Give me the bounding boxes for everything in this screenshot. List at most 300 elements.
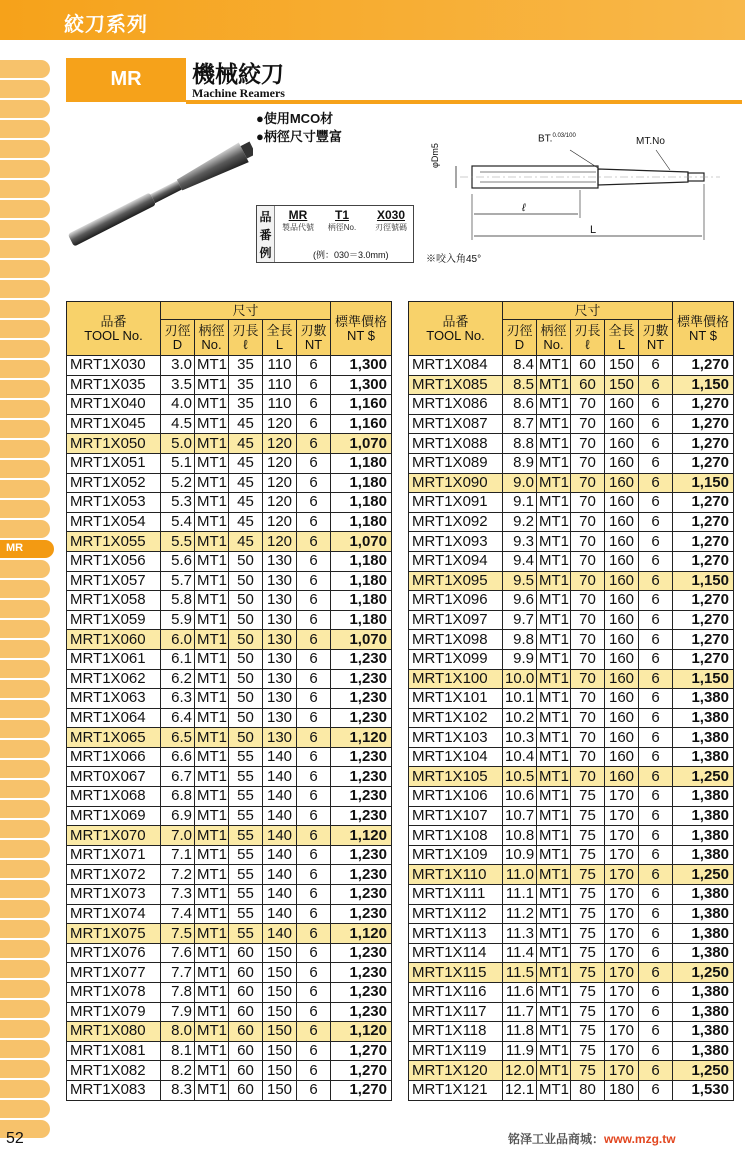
flute-length-cell: 55 bbox=[229, 845, 263, 865]
side-tab[interactable] bbox=[0, 340, 50, 358]
shank-cell: MT1 bbox=[537, 943, 571, 963]
shank-cell: MT1 bbox=[195, 943, 229, 963]
side-tab[interactable] bbox=[0, 780, 50, 798]
side-tab[interactable] bbox=[0, 600, 50, 618]
total-length-cell: 160 bbox=[605, 689, 639, 709]
flute-length-cell: 55 bbox=[229, 904, 263, 924]
shank-cell: MT1 bbox=[195, 983, 229, 1003]
diameter-cell: 5.7 bbox=[161, 571, 195, 591]
flute-length-cell: 70 bbox=[571, 669, 605, 689]
flute-length-cell: 70 bbox=[571, 630, 605, 650]
table-row bbox=[409, 885, 734, 905]
flutes-cell: 6 bbox=[639, 747, 673, 767]
table-row bbox=[67, 747, 392, 767]
side-tab[interactable] bbox=[0, 700, 50, 718]
side-tab[interactable] bbox=[0, 1100, 50, 1118]
flutes-cell: 6 bbox=[297, 1002, 331, 1022]
part-code-example bbox=[256, 205, 414, 263]
tool-no-cell: MRT1X077 bbox=[67, 963, 161, 983]
diameter-cell: 9.9 bbox=[503, 649, 537, 669]
price-cell: 1,230 bbox=[331, 1002, 392, 1022]
table-row bbox=[67, 806, 392, 826]
tool-no-cell: MRT1X096 bbox=[409, 591, 503, 611]
total-length-cell: 160 bbox=[605, 395, 639, 415]
tool-no-cell: MRT1X055 bbox=[67, 532, 161, 552]
diameter-cell: 11.3 bbox=[503, 924, 537, 944]
tool-no-cell: MRT1X099 bbox=[409, 649, 503, 669]
flute-length-cell: 70 bbox=[571, 728, 605, 748]
table-row bbox=[409, 1061, 734, 1081]
tool-no-cell: MRT1X063 bbox=[67, 689, 161, 709]
side-tab[interactable] bbox=[0, 160, 50, 178]
flutes-cell: 6 bbox=[297, 493, 331, 513]
price-cell: 1,380 bbox=[673, 983, 734, 1003]
total-length-cell: 180 bbox=[605, 1080, 639, 1100]
shank-cell: MT1 bbox=[537, 1080, 571, 1100]
diameter-cell: 4.5 bbox=[161, 414, 195, 434]
flute-length-cell: 50 bbox=[229, 630, 263, 650]
side-tab[interactable] bbox=[0, 980, 50, 998]
side-tab[interactable] bbox=[0, 320, 50, 338]
side-tab[interactable] bbox=[0, 400, 50, 418]
side-tab[interactable] bbox=[0, 580, 50, 598]
side-tab[interactable] bbox=[0, 420, 50, 438]
flutes-cell: 6 bbox=[639, 610, 673, 630]
side-tab-mr[interactable] bbox=[0, 540, 54, 558]
flute-length-cell: 75 bbox=[571, 1041, 605, 1061]
price-cell: 1,180 bbox=[331, 551, 392, 571]
flute-length-cell: 80 bbox=[571, 1080, 605, 1100]
side-tab-label: MR bbox=[6, 542, 24, 554]
side-tab[interactable] bbox=[0, 220, 50, 238]
flute-length-cell: 60 bbox=[229, 983, 263, 1003]
side-tab[interactable] bbox=[0, 740, 50, 758]
tool-no-cell: MRT1X065 bbox=[67, 728, 161, 748]
table-row bbox=[409, 669, 734, 689]
side-tab[interactable] bbox=[0, 860, 50, 878]
flutes-cell: 6 bbox=[639, 669, 673, 689]
shank-cell: MT1 bbox=[195, 649, 229, 669]
diameter-cell: 10.0 bbox=[503, 669, 537, 689]
price-cell: 1,270 bbox=[673, 434, 734, 454]
total-length-cell: 170 bbox=[605, 1002, 639, 1022]
total-length-cell: 120 bbox=[263, 493, 297, 513]
shank-cell: MT1 bbox=[537, 434, 571, 454]
total-length-cell: 170 bbox=[605, 865, 639, 885]
diameter-cell: 7.5 bbox=[161, 924, 195, 944]
tool-no-cell: MRT1X076 bbox=[67, 943, 161, 963]
tool-no-cell: MRT1X074 bbox=[67, 904, 161, 924]
diameter-cell: 5.1 bbox=[161, 453, 195, 473]
price-cell: 1,270 bbox=[673, 414, 734, 434]
tool-no-cell: MRT1X115 bbox=[409, 963, 503, 983]
table-row bbox=[409, 473, 734, 493]
side-tab[interactable] bbox=[0, 1080, 50, 1098]
tool-no-cell: MRT1X051 bbox=[67, 453, 161, 473]
shank-cell: MT1 bbox=[195, 787, 229, 807]
flute-length-cell: 60 bbox=[229, 1041, 263, 1061]
price-cell: 1,230 bbox=[331, 885, 392, 905]
tool-no-cell: MRT1X053 bbox=[67, 493, 161, 513]
footer: 铭泽工业品商城：www.mzg.tw bbox=[508, 1132, 676, 1146]
flutes-cell: 6 bbox=[639, 1022, 673, 1042]
product-code-badge bbox=[66, 58, 186, 102]
price-cell: 1,300 bbox=[331, 356, 392, 376]
side-tab[interactable] bbox=[0, 840, 50, 858]
table-row bbox=[67, 453, 392, 473]
total-length-cell: 160 bbox=[605, 669, 639, 689]
total-length-cell: 160 bbox=[605, 434, 639, 454]
tool-no-cell: MRT1X114 bbox=[409, 943, 503, 963]
table-row bbox=[409, 453, 734, 473]
side-tab[interactable] bbox=[0, 960, 50, 978]
shank-cell: MT1 bbox=[537, 708, 571, 728]
side-tab[interactable] bbox=[0, 460, 50, 478]
total-length-cell: 130 bbox=[263, 728, 297, 748]
diameter-cell: 6.9 bbox=[161, 806, 195, 826]
side-tab[interactable] bbox=[0, 300, 50, 318]
flutes-cell: 6 bbox=[297, 551, 331, 571]
table-row bbox=[409, 826, 734, 846]
price-cell: 1,120 bbox=[331, 728, 392, 748]
price-cell: 1,270 bbox=[331, 1041, 392, 1061]
flutes-cell: 6 bbox=[297, 689, 331, 709]
shank-cell: MT1 bbox=[537, 610, 571, 630]
diameter-cell: 4.0 bbox=[161, 395, 195, 415]
side-tab[interactable] bbox=[0, 1000, 50, 1018]
side-tab[interactable] bbox=[0, 1020, 50, 1038]
flutes-cell: 6 bbox=[297, 453, 331, 473]
side-tab[interactable] bbox=[0, 280, 50, 298]
total-length-cell: 160 bbox=[605, 453, 639, 473]
price-cell: 1,380 bbox=[673, 885, 734, 905]
shank-cell: MT1 bbox=[195, 473, 229, 493]
diameter-cell: 7.8 bbox=[161, 983, 195, 1003]
diameter-cell: 7.7 bbox=[161, 963, 195, 983]
side-tab[interactable] bbox=[0, 800, 50, 818]
diameter-cell: 6.5 bbox=[161, 728, 195, 748]
tool-no-cell: MRT1X052 bbox=[67, 473, 161, 493]
price-cell: 1,380 bbox=[673, 747, 734, 767]
shank-cell: MT1 bbox=[195, 1041, 229, 1061]
flute-length-cell: 70 bbox=[571, 473, 605, 493]
flute-length-cell: 35 bbox=[229, 356, 263, 376]
shank-cell: MT1 bbox=[537, 747, 571, 767]
side-tab[interactable] bbox=[0, 120, 50, 138]
shank-cell: MT1 bbox=[195, 865, 229, 885]
table-row bbox=[409, 591, 734, 611]
tool-no-cell: MRT1X103 bbox=[409, 728, 503, 748]
diameter-cell: 12.0 bbox=[503, 1061, 537, 1081]
tool-no-cell: MRT1X068 bbox=[67, 787, 161, 807]
total-length-cell: 160 bbox=[605, 512, 639, 532]
tool-no-cell: MRT1X095 bbox=[409, 571, 503, 591]
code-note: (例：030＝3.0mm) bbox=[313, 250, 389, 260]
shank-cell: MT1 bbox=[195, 1061, 229, 1081]
total-length-cell: 130 bbox=[263, 630, 297, 650]
diameter-cell: 11.0 bbox=[503, 865, 537, 885]
diameter-cell: 5.9 bbox=[161, 610, 195, 630]
shank-cell: MT1 bbox=[195, 610, 229, 630]
flute-length-cell: 75 bbox=[571, 1022, 605, 1042]
flutes-cell: 6 bbox=[297, 591, 331, 611]
flute-length-cell: 70 bbox=[571, 434, 605, 454]
table-row bbox=[67, 473, 392, 493]
side-tab[interactable] bbox=[0, 940, 50, 958]
tool-no-cell: MRT1X113 bbox=[409, 924, 503, 944]
col-d: 刃徑 D bbox=[161, 320, 195, 356]
flutes-cell: 6 bbox=[297, 806, 331, 826]
diameter-cell: 6.8 bbox=[161, 787, 195, 807]
side-tab[interactable] bbox=[0, 640, 50, 658]
side-tab[interactable] bbox=[0, 380, 50, 398]
flute-length-cell: 60 bbox=[229, 1080, 263, 1100]
price-cell: 1,230 bbox=[331, 767, 392, 787]
flute-length-cell: 55 bbox=[229, 747, 263, 767]
diameter-cell: 8.2 bbox=[161, 1061, 195, 1081]
tool-no-cell: MRT1X100 bbox=[409, 669, 503, 689]
side-tab[interactable] bbox=[0, 1060, 50, 1078]
flute-length-cell: 75 bbox=[571, 885, 605, 905]
side-tab[interactable] bbox=[0, 880, 50, 898]
shank-cell: MT1 bbox=[537, 767, 571, 787]
flutes-cell: 6 bbox=[297, 983, 331, 1003]
tool-no-cell: MRT1X054 bbox=[67, 512, 161, 532]
side-tab[interactable] bbox=[0, 560, 50, 578]
flutes-cell: 6 bbox=[297, 924, 331, 944]
side-tab[interactable] bbox=[0, 180, 50, 198]
flute-length-cell: 35 bbox=[229, 395, 263, 415]
tool-no-cell: MRT1X035 bbox=[67, 375, 161, 395]
price-cell: 1,380 bbox=[673, 728, 734, 748]
price-cell: 1,150 bbox=[673, 473, 734, 493]
footer-url: www.mzg.tw bbox=[604, 1132, 676, 1146]
diagram-l-label: ℓ bbox=[522, 202, 526, 214]
price-cell: 1,250 bbox=[673, 767, 734, 787]
tool-no-cell: MRT1X109 bbox=[409, 845, 503, 865]
price-cell: 1,230 bbox=[331, 649, 392, 669]
table-row bbox=[409, 924, 734, 944]
price-cell: 1,380 bbox=[673, 1002, 734, 1022]
tool-no-cell: MRT1X104 bbox=[409, 747, 503, 767]
side-tab[interactable] bbox=[0, 680, 50, 698]
shank-cell: MT1 bbox=[537, 1061, 571, 1081]
total-length-cell: 140 bbox=[263, 806, 297, 826]
side-tab[interactable] bbox=[0, 760, 50, 778]
price-cell: 1,250 bbox=[673, 865, 734, 885]
diameter-cell: 7.0 bbox=[161, 826, 195, 846]
total-length-cell: 160 bbox=[605, 610, 639, 630]
price-cell: 1,250 bbox=[673, 963, 734, 983]
flute-length-cell: 60 bbox=[229, 963, 263, 983]
side-tab[interactable] bbox=[0, 900, 50, 918]
diameter-cell: 11.6 bbox=[503, 983, 537, 1003]
flutes-cell: 6 bbox=[639, 571, 673, 591]
top-banner bbox=[0, 0, 745, 40]
flute-length-cell: 60 bbox=[571, 375, 605, 395]
price-cell: 1,270 bbox=[673, 395, 734, 415]
side-tab[interactable] bbox=[0, 260, 50, 278]
tool-no-cell: MRT1X110 bbox=[409, 865, 503, 885]
total-length-cell: 160 bbox=[605, 473, 639, 493]
tool-no-cell: MRT1X059 bbox=[67, 610, 161, 630]
flute-length-cell: 55 bbox=[229, 865, 263, 885]
side-tab[interactable] bbox=[0, 620, 50, 638]
price-cell: 1,150 bbox=[673, 571, 734, 591]
diameter-cell: 10.2 bbox=[503, 708, 537, 728]
price-cell: 1,230 bbox=[331, 689, 392, 709]
total-length-cell: 170 bbox=[605, 1022, 639, 1042]
shank-cell: MT1 bbox=[195, 512, 229, 532]
table-row bbox=[67, 904, 392, 924]
price-cell: 1,250 bbox=[673, 1061, 734, 1081]
total-length-cell: 150 bbox=[263, 1080, 297, 1100]
shank-cell: MT1 bbox=[537, 826, 571, 846]
diameter-cell: 6.4 bbox=[161, 708, 195, 728]
side-tab[interactable] bbox=[0, 240, 50, 258]
shank-cell: MT1 bbox=[537, 963, 571, 983]
side-tab[interactable] bbox=[0, 820, 50, 838]
flutes-cell: 6 bbox=[639, 983, 673, 1003]
shank-cell: MT1 bbox=[195, 551, 229, 571]
tool-no-cell: MRT1X069 bbox=[67, 806, 161, 826]
price-cell: 1,270 bbox=[673, 453, 734, 473]
diameter-cell: 10.4 bbox=[503, 747, 537, 767]
side-tab[interactable] bbox=[0, 660, 50, 678]
col-tool-no: 品番 TOOL No. bbox=[67, 302, 161, 356]
shank-cell: MT1 bbox=[195, 963, 229, 983]
col-flutes: 刃數 NT bbox=[297, 320, 331, 356]
total-length-cell: 170 bbox=[605, 787, 639, 807]
price-cell: 1,270 bbox=[673, 532, 734, 552]
diagram-dia-label: φDm5 bbox=[430, 143, 440, 168]
flute-length-cell: 50 bbox=[229, 551, 263, 571]
flutes-cell: 6 bbox=[639, 532, 673, 552]
side-tab[interactable] bbox=[0, 440, 50, 458]
flute-length-cell: 55 bbox=[229, 767, 263, 787]
flute-length-cell: 45 bbox=[229, 453, 263, 473]
price-cell: 1,380 bbox=[673, 924, 734, 944]
tool-no-cell: MRT1X087 bbox=[409, 414, 503, 434]
flute-length-cell: 75 bbox=[571, 943, 605, 963]
diameter-cell: 9.2 bbox=[503, 512, 537, 532]
side-tab[interactable] bbox=[0, 1040, 50, 1058]
tool-no-cell: MRT1X117 bbox=[409, 1002, 503, 1022]
flute-length-cell: 70 bbox=[571, 689, 605, 709]
total-length-cell: 170 bbox=[605, 845, 639, 865]
table-row bbox=[409, 845, 734, 865]
price-cell: 1,160 bbox=[331, 414, 392, 434]
tool-no-cell: MRT1X086 bbox=[409, 395, 503, 415]
total-length-cell: 170 bbox=[605, 1041, 639, 1061]
table-row bbox=[409, 983, 734, 1003]
side-tab[interactable] bbox=[0, 480, 50, 498]
diameter-cell: 9.8 bbox=[503, 630, 537, 650]
total-length-cell: 150 bbox=[263, 1041, 297, 1061]
tool-no-cell: MRT1X078 bbox=[67, 983, 161, 1003]
price-cell: 1,120 bbox=[331, 1022, 392, 1042]
shank-cell: MT1 bbox=[195, 904, 229, 924]
side-tab[interactable] bbox=[0, 360, 50, 378]
flute-length-cell: 50 bbox=[229, 649, 263, 669]
flutes-cell: 6 bbox=[639, 708, 673, 728]
total-length-cell: 160 bbox=[605, 708, 639, 728]
shank-cell: MT1 bbox=[537, 865, 571, 885]
total-length-cell: 110 bbox=[263, 356, 297, 376]
col-flute-length: 刃長 ℓ bbox=[229, 320, 263, 356]
side-tab[interactable] bbox=[0, 920, 50, 938]
diameter-cell: 11.4 bbox=[503, 943, 537, 963]
side-tab[interactable] bbox=[0, 140, 50, 158]
diameter-cell: 9.4 bbox=[503, 551, 537, 571]
price-cell: 1,300 bbox=[331, 375, 392, 395]
diameter-cell: 11.1 bbox=[503, 885, 537, 905]
diagram-L-label: L bbox=[590, 224, 597, 236]
tool-no-cell: MRT1X091 bbox=[409, 493, 503, 513]
flute-length-cell: 70 bbox=[571, 591, 605, 611]
flutes-cell: 6 bbox=[639, 826, 673, 846]
side-tab[interactable] bbox=[0, 500, 50, 518]
shank-cell: MT1 bbox=[195, 826, 229, 846]
flutes-cell: 6 bbox=[297, 747, 331, 767]
price-cell: 1,380 bbox=[673, 943, 734, 963]
diameter-cell: 10.9 bbox=[503, 845, 537, 865]
diameter-cell: 8.6 bbox=[503, 395, 537, 415]
tool-no-cell: MRT1X056 bbox=[67, 551, 161, 571]
reamer-image bbox=[68, 130, 253, 260]
table-row bbox=[67, 610, 392, 630]
table-row bbox=[409, 689, 734, 709]
side-tab[interactable] bbox=[0, 520, 50, 538]
diameter-cell: 5.8 bbox=[161, 591, 195, 611]
table-row bbox=[409, 1080, 734, 1100]
total-length-cell: 160 bbox=[605, 532, 639, 552]
shank-cell: MT1 bbox=[195, 395, 229, 415]
total-length-cell: 160 bbox=[605, 630, 639, 650]
total-length-cell: 170 bbox=[605, 806, 639, 826]
price-cell: 1,270 bbox=[673, 512, 734, 532]
total-length-cell: 130 bbox=[263, 669, 297, 689]
shank-cell: MT1 bbox=[195, 375, 229, 395]
side-tab[interactable] bbox=[0, 100, 50, 118]
tool-no-cell: MRT1X057 bbox=[67, 571, 161, 591]
flutes-cell: 6 bbox=[639, 1041, 673, 1061]
flute-length-cell: 50 bbox=[229, 591, 263, 611]
side-tab[interactable] bbox=[0, 200, 50, 218]
price-cell: 1,230 bbox=[331, 963, 392, 983]
table-row bbox=[67, 943, 392, 963]
flutes-cell: 6 bbox=[297, 571, 331, 591]
tool-no-cell: MRT1X101 bbox=[409, 689, 503, 709]
total-length-cell: 120 bbox=[263, 473, 297, 493]
shank-cell: MT1 bbox=[537, 493, 571, 513]
tool-no-cell: MRT1X090 bbox=[409, 473, 503, 493]
tool-no-cell: MRT1X045 bbox=[67, 414, 161, 434]
total-length-cell: 120 bbox=[263, 414, 297, 434]
side-tab[interactable] bbox=[0, 720, 50, 738]
flute-length-cell: 70 bbox=[571, 551, 605, 571]
tool-no-cell: MRT1X102 bbox=[409, 708, 503, 728]
tool-no-cell: MRT1X075 bbox=[67, 924, 161, 944]
total-length-cell: 140 bbox=[263, 747, 297, 767]
col-total-length: 全長 L bbox=[263, 320, 297, 356]
shank-cell: MT1 bbox=[537, 787, 571, 807]
shank-cell: MT1 bbox=[537, 512, 571, 532]
price-cell: 1,180 bbox=[331, 512, 392, 532]
side-tab[interactable] bbox=[0, 60, 50, 78]
flutes-cell: 6 bbox=[297, 767, 331, 787]
side-tab[interactable] bbox=[0, 80, 50, 98]
